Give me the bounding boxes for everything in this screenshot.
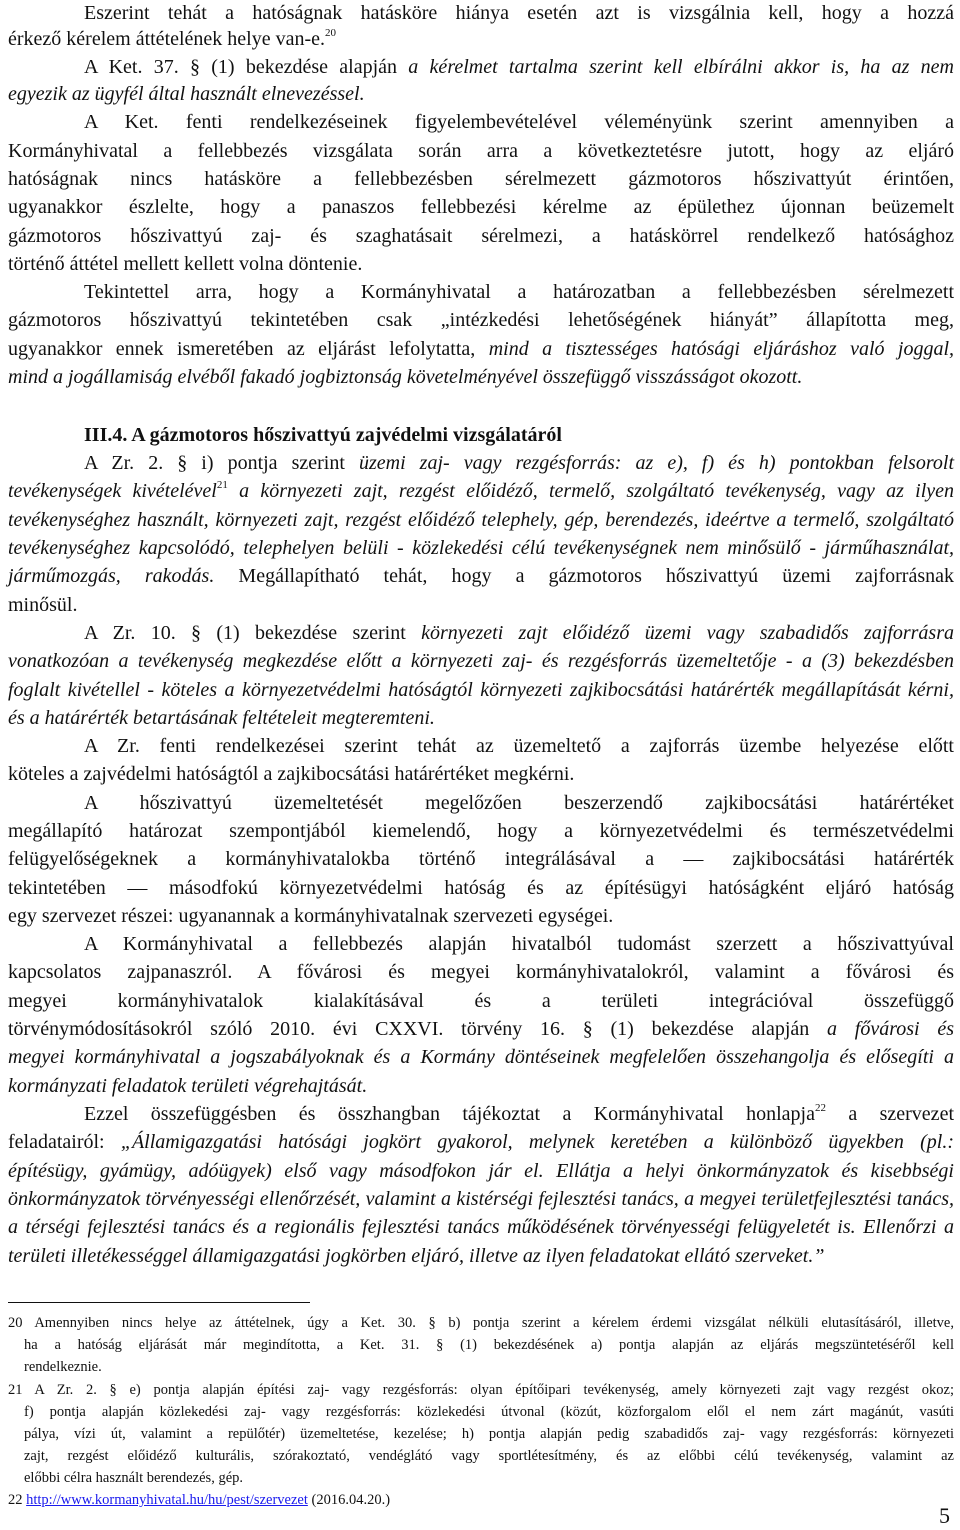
body-text: érkező kérelem áttételének helye van-e. [8,28,326,50]
body-line: Kormányhivatal a fellebbezés vizsgálata során arra a következtetésre jutott, hogy az eljáró [8,140,954,162]
quote-text: építésügy, gyámügy, adóügyek) első vagy másodfokon jár el. Ellátja a helyi önkormányzatok és kisebbségi [8,1160,954,1182]
body-line [8,366,954,388]
footnote-line: ha a hatóság eljárását már megindította, a Ket. 31. § (1) bekezdésének a) pontja alapján az eljárás megszüntetéséről kell [24,1337,954,1353]
footnote-21 [8,1380,954,1401]
body-line [8,1245,954,1267]
quote-text: a fővárosi és [827,1018,954,1040]
footnote-line: előbbi célra használt berendezés, gép. [24,1470,244,1486]
body-line: történő áttétel mellett kellett volna döntenie. [8,253,363,275]
body-line: megállapító határozat szempontjából kiemelendő, hogy a környezetvédelmi és természetvédelmi [8,820,954,842]
body-line [8,1075,954,1097]
body-line: ugyanakkor észlelte, hogy a panaszos fellebbezési kérelme az épülethez újonnan beüzemelt [8,196,954,218]
footnote-link[interactable]: http://www.kormanyhivatal.hu/hu/pest/szervezet [26,1492,308,1508]
body-line: Eszerint tehát a hatóságnak hatásköre hiánya esetén azt is vizsgálnia kell, hogy a hozzá [84,2,954,24]
body-line [8,509,954,531]
body-line: A Zr. fenti rendelkezései szerint tehát az üzemeltető a zajforrás üzembe helyezése előtt [84,735,954,757]
quote-text: egyezik az ügyfél által használt elnevezéssel. [8,83,365,105]
quote-text: és a határérték betartásának feltételeit megteremteni. [8,707,435,729]
body-line [84,56,954,78]
quote-text: mind a tisztességes hatósági eljáráshoz való joggal, [488,338,955,360]
body-line [8,679,954,701]
body-text: A Zr. 10. § (1) bekezdése szerint [84,622,422,644]
footnote-text: A Zr. 2. § e) pontja alapján építési zaj- vagy rezgésforrás: olyan építőipari tevékenység, amely környezeti zajt vagy rezgést okoz; [34,1382,954,1398]
body-line [8,1018,954,1040]
body-line [8,1216,954,1238]
quote-text: önkormányzatok törvényességi ellenőrzését, valamint a kistérségi fejlesztési tanács, a megyei területfejlesztési tanács, [8,1188,954,1210]
body-text: A Ket. 37. § (1) bekezdése alapján [84,56,409,78]
footnote-number: 22 [8,1492,23,1508]
quote-text: vonatkozóan a tevékenység megkezdése előtt a környezeti zaj- és rezgésforrás üzemeltetője - a (3) bekezdésben [8,650,954,672]
quote-text: környezeti zajt előidéző üzemi vagy szabadidős zajforrásra [421,622,954,644]
body-text: a szervezet [825,1103,954,1125]
body-line [8,338,954,360]
quote-text: tevékenységek kivételével [8,480,217,502]
footnote-separator [8,1302,310,1303]
body-line: köteles a zajvédelmi hatóságtól a zajkibocsátási határértéket megkérni. [8,763,575,785]
quote-text: kormányzati feladatok területi végrehajtását. [8,1075,368,1097]
body-line: A Ket. fenti rendelkezéseinek figyelembevételével véleményünk szerint amennyiben a [84,111,954,133]
body-line: gázmotoros hőszivattyú zaj- és szaghatásait sérelmezi, a hatáskörrel rendelkező hatósághoz [8,225,954,247]
body-line [8,1160,954,1182]
footnote-line: rendelkeznie. [24,1359,102,1375]
quote-text: „Államigazgatási hatósági jogkört gyakorol, melynek keretében a különböző ügyekben (pl.: [120,1131,954,1153]
body-line: megyei kormányhivatalok kialakításával és a területi integrációval összefüggő [8,990,954,1012]
quote-text: a kérelmet tartalma szerint kell elbírálni akkor is, ha az nem [408,56,955,78]
quote-text: tevékenységhez kapcsolódó, telephelyen belüli - közlekedési célú tevékenységnek nem minősülő - járműhasználat, [8,537,954,559]
body-line [8,650,954,672]
quote-text: tevékenységhez használt, környezeti zajt, rezgést előidéző telephely, gép, berendezés, ideértve a termelő, szolgáltató [8,509,954,531]
body-text: feladatairól: [8,1131,121,1153]
footnote-ref-20[interactable]: 20 [325,27,337,39]
body-line: gázmotoros hőszivattyú tekintetében csak „intézkedési lehetőségének hiányát” állapította meg, [8,309,954,331]
footnote-line: pálya, vízi út, valamint a repülőtér) üzemeltetése, kezelése; h) pontja alapján pedig szabadidős zaj- vagy rezgésforrás: környezeti [24,1426,954,1442]
body-line: A Kormányhivatal a fellebbezés alapján hivatalból tudomást szerzett a hőszivattyúval [84,933,954,955]
quote-text: területi illetékességgel államigazgatási jogkörben eljáró, illetve az ilyen feladatokat ellátó szerveket.” [8,1245,825,1267]
body-text: Ezzel összefüggésben és összhangban tájékoztat a Kormányhivatal honlapja [84,1103,815,1125]
footnote-line: zajt, rezgést előidéző kulturális, szórakoztató, vendéglátó vagy sportlétesítmény, és az előbbi célú tevékenység, valamint az [24,1448,954,1464]
footnote-20 [8,1313,954,1334]
body-line [8,480,954,502]
quote-text: a térségi fejlesztési tanács és a regionális fejlesztési tanács működésének törvényességi felügyeletét is. Ellenőrzi a [8,1216,954,1238]
body-line [8,28,954,50]
section-heading: III.4. A gázmotoros hőszivattyú zajvédelmi vizsgálatáról [84,424,562,446]
footnote-number: 20 [8,1315,23,1331]
body-line [8,1046,954,1068]
body-line: Tekintettel arra, hogy a Kormányhivatal a határozatban a fellebbezésben sérelmezett [84,281,954,303]
body-line [84,622,954,644]
body-line [8,1188,954,1210]
body-line: tekintetében — másodfokú környezetvédelmi hatóság és az építésügyi hatóságként eljáró hatóság [8,877,954,899]
body-text: törvénymódosításokról szóló 2010. évi CXXVI. törvény 16. § (1) bekezdése alapján [8,1018,828,1040]
body-line [8,1131,954,1153]
body-line [8,83,954,105]
body-line: egy szervezet részei: ugyanannak a kormányhivatalnak szervezeti egységei. [8,905,614,927]
quote-text: üzemi zaj- vagy rezgésforrás: az e), f) és h) pontokban felsorolt [358,452,954,474]
footnote-ref-21[interactable]: 21 [216,479,228,491]
body-line: minősül. [8,594,78,616]
quote-text: mind a jogállamiság elvéből fakadó jogbiztonság követelményével összefüggő visszásságot okozott. [8,366,803,388]
footnote-number: 21 [8,1382,23,1398]
body-line: felügyelőségeknek a kormányhivatalokba történő integrálásával a — zajkibocsátási határérték [8,848,954,870]
footnote-22 [8,1490,954,1511]
body-line [84,452,954,474]
body-text: ugyanakkor ennek ismeretében az eljárást lefolytatta, [8,338,489,360]
footnote-ref-22[interactable]: 22 [814,1102,826,1114]
body-line [84,1103,954,1125]
body-text: A Zr. 2. § i) pontja szerint [84,452,359,474]
body-line: hatóságnak nincs hatásköre a fellebbezésben sérelmezett gázmotoros hőszivattyút érintően, [8,168,954,190]
body-line: kapcsolatos zajpanaszról. A fővárosi és megyei kormányhivatalokról, valamint a fővárosi és [8,961,954,983]
body-line [8,707,954,729]
quote-text: a környezeti zajt, rezgést előidéző, termelő, szolgáltató tevékenység, vagy az ilyen [227,480,955,502]
footnote-text: (2016.04.20.) [307,1492,391,1508]
body-line [8,537,954,559]
footnote-line: f) pontja alapján közlekedési zaj- vagy rezgésforrás: közlekedési útvonal (közút, közforgalom elől el nem zárt magánút, vasúti [24,1404,954,1420]
body-line: A hőszivattyú üzemeltetését megelőzően beszerzendő zajkibocsátási határértéket [84,792,954,814]
quote-text: megyei kormányhivatal a jogszabályoknak és a Kormány döntéseinek megfelelően összehangolja és elősegíti a [8,1046,954,1068]
footnote-text: Amennyiben nincs helye az áttételnek, úgy a Ket. 30. § b) pontja szerint a kérelem érdemi vizsgálat nélküli elutasításáról, illetve, [34,1315,954,1331]
body-line [8,565,954,587]
quote-text: járműmozgás, rakodás. [8,565,215,587]
body-text: Megállapítható tehát, hogy a gázmotoros hőszivattyú üzemi zajforrásnak [214,565,954,587]
page-number: 5 [939,1503,950,1528]
quote-text: foglalt kivétellel - köteles a környezetvédelmi hatóságtól környezeti zajkibocsátási határérték megállapítását kérni, [8,679,954,701]
